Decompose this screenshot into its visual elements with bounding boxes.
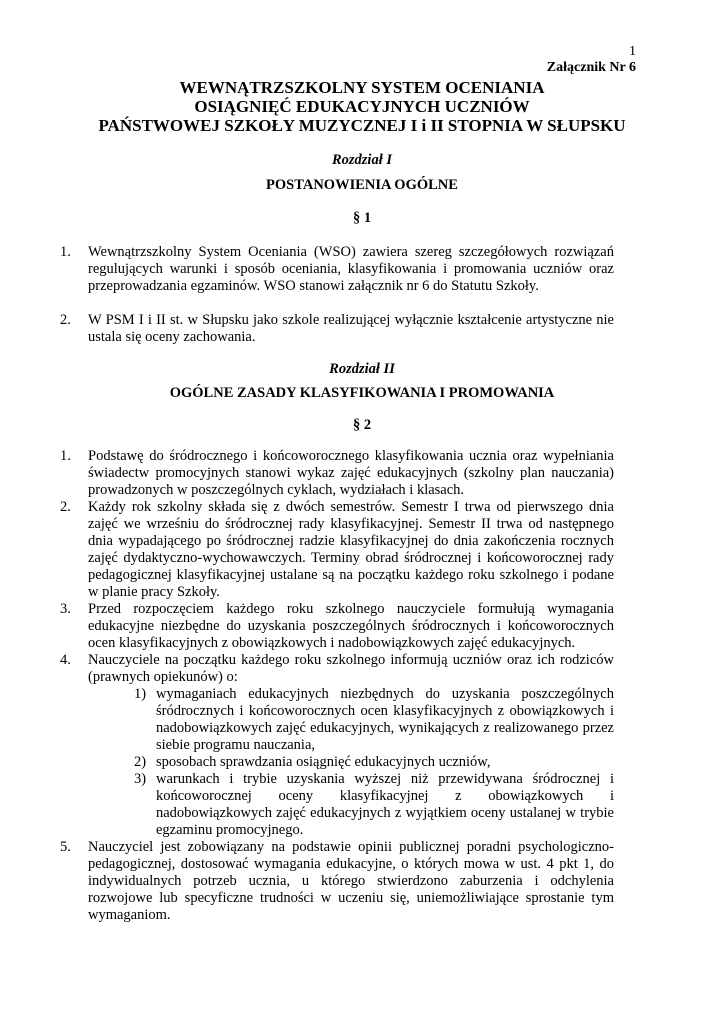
item-number: 5.	[60, 839, 71, 855]
section-1-mark: § 1	[352, 210, 372, 226]
item-number: 2.	[60, 312, 71, 328]
list-item	[60, 312, 614, 346]
list-item	[60, 244, 614, 295]
item-number: 2.	[60, 499, 71, 515]
item-text: Nauczyciel jest zobowiązany na podstawie opinii publicznej poradni psychologiczno-pedagogicznej, dostosować wymagania edukacyjne, o których mowa w ust. 4 pkt 1, do indywidualnych potrzeb ucznia, u którego stwierdzono zaburzenia i odchylenia rozwojowe lub specyficzne trudności w uczeniu się, uniemożliwiające sprostanie tym wymaganiom.	[88, 839, 614, 923]
item-text: Każdy rok szkolny składa się z dwóch semestrów. Semestr I trwa od pierwszego dnia zajęć we wrześniu do śródrocznej rady klasyfikacyjnej. Semestr II trwa od następnego dnia wypadającego po śródrocznej radzie klasyfikacyjnej do dnia zakończenia rocznych zajęć dydaktyczno-wychowawczych. Terminy obrad śródrocznej i końcoworocznej rady pedagogicznej klasyfikacyjnej ustalane są na początku każdego roku szkolnego i podane w planie pracy Szkoły.	[88, 499, 614, 600]
chapter-2-title: OGÓLNE ZASADY KLASYFIKOWANIA I PROMOWANIA	[169, 385, 555, 401]
sub-item	[134, 754, 614, 771]
list-item	[60, 839, 614, 924]
list-item	[60, 448, 614, 499]
sub-item-number: 3)	[134, 771, 147, 787]
sub-item-number: 2)	[134, 754, 147, 770]
chapter-2-label: Rozdział II	[329, 361, 395, 377]
sub-item	[134, 771, 614, 839]
item-text: Wewnątrzszkolny System Oceniania (WSO) zawiera szereg szczegółowych rozwiązań regulujących warunki i sposób oceniania, klasyfikowania i promowania uczniów oraz przeprowadzania egzaminów. WSO stanowi załącznik nr 6 do Statutu Szkoły.	[88, 244, 614, 294]
section-2-mark: § 2	[352, 417, 372, 433]
chapter-1-label: Rozdział I	[331, 152, 393, 168]
item-number: 4.	[60, 652, 71, 668]
sub-item-text: wymaganiach edukacyjnych niezbędnych do uzyskania poszczególnych śródrocznych i końcoworocznych ocen klasyfikacyjnych z obowiązkowych i nadobowiązkowych zajęć edukacyjnych, wynikających z realizowanego przez siebie programu nauczania,	[156, 686, 614, 753]
title-line-1: WEWNĄTRZSZKOLNY SYSTEM OCENIANIA	[179, 78, 545, 97]
title-line-3: PAŃSTWOWEJ SZKOŁY MUZYCZNEJ I i II STOPNIA W SŁUPSKU	[98, 116, 626, 135]
page-number: 1	[629, 44, 636, 59]
list-item	[60, 499, 614, 601]
item-text: W PSM I i II st. w Słupsku jako szkole realizującej wyłącznie kształcenie artystyczne nie ustala się oceny zachowania.	[88, 312, 614, 345]
item-text: Podstawę do śródrocznego i końcoworocznego klasyfikowania ucznia oraz wypełniania świadectw promocyjnych stanowi wykaz zajęć edukacyjnych (szkolny plan nauczania) prowadzonych w poszczególnych cyklach, wydziałach i klasach.	[88, 448, 614, 498]
title-line-2: OSIĄGNIĘĆ EDUKACYJNYCH UCZNIÓW	[194, 97, 530, 116]
sub-item-number: 1)	[134, 686, 147, 702]
sub-item	[134, 686, 614, 754]
item-number: 1.	[60, 244, 71, 260]
item-number: 1.	[60, 448, 71, 464]
item-text: Przed rozpoczęciem każdego roku szkolnego nauczyciele formułują wymagania edukacyjne niezbędne do uzyskania poszczególnych śródrocznych i końcoworocznych ocen klasyfikacyjnych z obowiązkowych i nadobowiązkowych zajęć edukacyjnych.	[88, 601, 614, 651]
list-item	[60, 601, 614, 652]
annex-label: Załącznik Nr 6	[546, 60, 636, 75]
sub-item-text: sposobach sprawdzania osiągnięć edukacyjnych uczniów,	[156, 754, 491, 770]
list-item	[60, 652, 614, 686]
item-text: Nauczyciele na początku każdego roku szkolnego informują uczniów oraz ich rodziców (prawnych opiekunów) o:	[88, 652, 614, 685]
sub-item-text: warunkach i trybie uzyskania wyższej niż przewidywana śródrocznej i końcoworocznej oceny klasyfikacyjnej z obowiązkowych i nadobowiązkowych zajęć edukacyjnych z wyjątkiem oceny ustalanej w trybie egzaminu promocyjnego.	[156, 771, 614, 838]
item-number: 3.	[60, 601, 71, 617]
chapter-1-title: POSTANOWIENIA OGÓLNE	[266, 177, 458, 193]
document-title	[60, 78, 664, 135]
